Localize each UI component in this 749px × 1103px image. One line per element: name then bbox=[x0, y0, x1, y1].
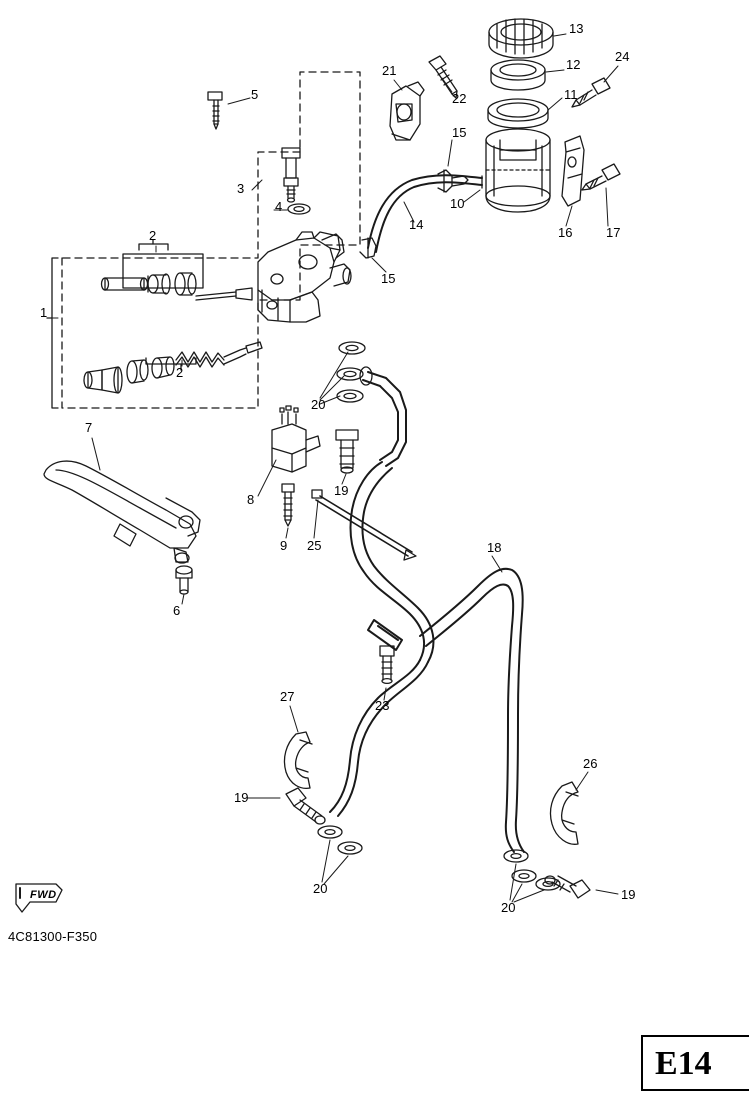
brake-lever-item-7 bbox=[44, 461, 200, 563]
bracket-item-1 bbox=[47, 258, 58, 408]
callout-15b: 15 bbox=[381, 271, 396, 286]
callout-24: 24 bbox=[615, 49, 630, 64]
union-bolt-item-19-lower-right bbox=[545, 876, 590, 898]
piston-assembly-upper bbox=[102, 273, 197, 295]
callout-10: 10 bbox=[450, 196, 465, 211]
callout-8: 8 bbox=[247, 492, 255, 507]
callout-2: 2 bbox=[149, 228, 157, 243]
figure-code: 4C81300-F350 bbox=[8, 929, 98, 944]
hose-clip-item-15-lower bbox=[360, 238, 376, 258]
plate-index-box bbox=[641, 1035, 749, 1091]
callout-16: 16 bbox=[558, 225, 573, 240]
callout-2b: 2 bbox=[176, 365, 184, 380]
callout-17: 17 bbox=[606, 225, 621, 240]
union-bolt-item-19-upper bbox=[336, 430, 358, 473]
callout-21: 21 bbox=[382, 63, 397, 78]
callout-4: 4 bbox=[275, 199, 283, 214]
callout-3: 3 bbox=[237, 181, 245, 196]
callout-19: 19 bbox=[334, 483, 349, 498]
callout-25: 25 bbox=[307, 538, 322, 553]
plate-index-label: E14 bbox=[655, 1045, 712, 1082]
pin-item-25 bbox=[312, 490, 416, 560]
seal-kit-box-upper bbox=[123, 254, 203, 288]
callout-22: 22 bbox=[452, 91, 467, 106]
reservoir-diaphragm-item-12 bbox=[491, 60, 545, 90]
brake-switch-item-8 bbox=[272, 406, 320, 472]
brake-hose-junction bbox=[360, 367, 406, 466]
bracket-item-16 bbox=[562, 136, 584, 206]
reservoir-seal-item-11 bbox=[488, 99, 548, 128]
hose-guide-item-27 bbox=[284, 732, 312, 788]
callout-12: 12 bbox=[566, 57, 581, 72]
bolt-item-17 bbox=[582, 164, 620, 190]
callout-19c: 19 bbox=[621, 887, 636, 902]
callout-13: 13 bbox=[569, 21, 584, 36]
fwd-label: FWD bbox=[30, 889, 57, 901]
callout-9: 9 bbox=[280, 538, 288, 553]
callout-20c: 20 bbox=[501, 900, 516, 915]
handlebar-clamp-item-21 bbox=[390, 82, 424, 140]
brake-hose-right-branch bbox=[420, 569, 524, 852]
callout-1: 1 bbox=[40, 305, 48, 320]
callout-6: 6 bbox=[173, 603, 181, 618]
union-bolt-item-3 bbox=[282, 148, 300, 202]
callout-27: 27 bbox=[280, 689, 295, 704]
hose-guide-item-26 bbox=[550, 782, 578, 844]
leader-lines bbox=[50, 34, 621, 902]
washer-item-4 bbox=[288, 204, 310, 214]
bolt-item-23 bbox=[380, 646, 394, 683]
callout-18: 18 bbox=[487, 540, 502, 555]
push-rod bbox=[196, 288, 252, 300]
reservoir-cap-item-13 bbox=[489, 19, 553, 58]
callout-15: 15 bbox=[452, 125, 467, 140]
union-bolt-item-19-lower-left bbox=[286, 788, 325, 824]
callout-11: 11 bbox=[564, 87, 578, 102]
callout-19b: 19 bbox=[234, 790, 249, 805]
assembly-dashed-box bbox=[62, 72, 360, 408]
callout-26: 26 bbox=[583, 756, 598, 771]
screw-item-5 bbox=[208, 92, 222, 129]
callout-23: 23 bbox=[375, 698, 390, 713]
callout-5: 5 bbox=[251, 87, 259, 102]
pivot-bolt-item-6 bbox=[176, 566, 192, 594]
hose-clip-item-15-upper bbox=[438, 170, 468, 192]
reservoir-body-item-10 bbox=[486, 129, 550, 212]
callout-14: 14 bbox=[409, 217, 424, 232]
callout-7: 7 bbox=[85, 420, 93, 435]
reservoir-hose-item-14 bbox=[368, 175, 482, 252]
callout-20b: 20 bbox=[313, 881, 328, 896]
washers-item-20-lower-left bbox=[318, 826, 362, 854]
piston-assembly-lower bbox=[84, 342, 262, 393]
brake-hose-left-branch bbox=[330, 462, 433, 816]
fwd-indicator bbox=[14, 880, 72, 918]
callout-20: 20 bbox=[311, 397, 326, 412]
screw-item-9 bbox=[282, 484, 294, 526]
